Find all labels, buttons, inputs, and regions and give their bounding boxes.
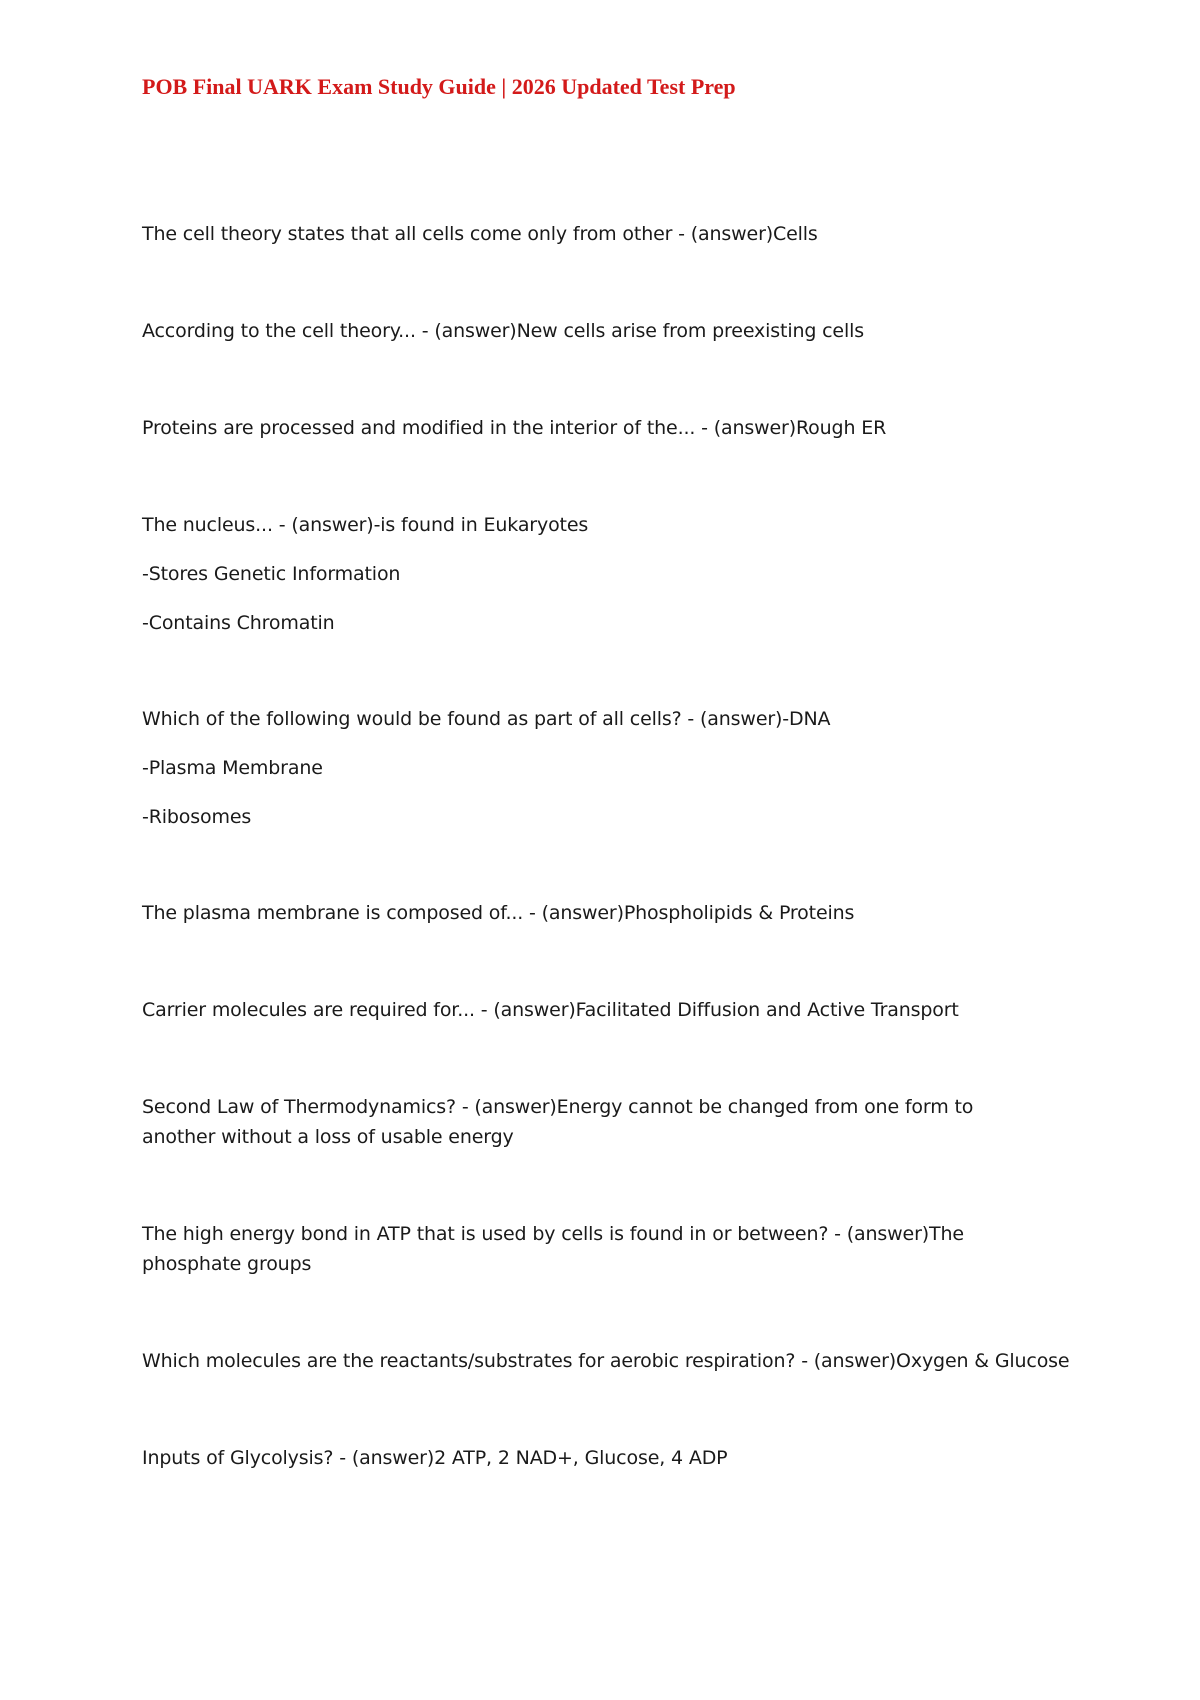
qa-item-6 [142,898,854,928]
qa-text: Which molecules are the reactants/substrates for aerobic respiration? - (answer)Oxygen & Glucose [142,1350,1070,1372]
qa-text: Which of the following would be found as part of all cells? - (answer)-DNA [142,708,831,730]
qa-text: Carrier molecules are required for... - (answer)Facilitated Diffusion and Active Transport [142,999,959,1021]
qa-extra-line: -Ribosomes [142,806,252,828]
document-title: POB Final UARK Exam Study Guide | 2026 Updated Test Prep [142,74,736,99]
qa-text: The high energy bond in ATP that is used by cells is found in or between? - (answer)The phosphate groups [142,1223,964,1275]
qa-item-8 [142,1092,1022,1152]
qa-item-7 [142,995,959,1025]
qa-text: According to the cell theory... - (answer)New cells arise from preexisting cells [142,320,864,342]
qa-item-4 [142,510,588,638]
qa-text: The nucleus... - (answer)-is found in Eukaryotes [142,514,589,536]
qa-item-10 [142,1346,1069,1376]
qa-item-5 [142,704,830,832]
qa-item-3 [142,413,886,443]
qa-text: The plasma membrane is composed of... - (answer)Phospholipids & Proteins [142,902,855,924]
qa-extra-line: -Plasma Membrane [142,757,323,779]
qa-extra-line: -Stores Genetic Information [142,563,401,585]
qa-item-2 [142,316,864,346]
qa-text: Inputs of Glycolysis? - (answer)2 ATP, 2 NAD+, Glucose, 4 ADP [142,1447,728,1469]
qa-item-9 [142,1219,1022,1279]
qa-item-1 [142,219,818,249]
qa-text: Proteins are processed and modified in the interior of the... - (answer)Rough ER [142,417,887,439]
qa-item-11 [142,1443,727,1473]
qa-extra-line: -Contains Chromatin [142,612,335,634]
qa-text: The cell theory states that all cells come only from other - (answer)Cells [142,223,818,245]
qa-text: Second Law of Thermodynamics? - (answer)Energy cannot be changed from one form to another without a loss of usable energy [142,1096,974,1148]
